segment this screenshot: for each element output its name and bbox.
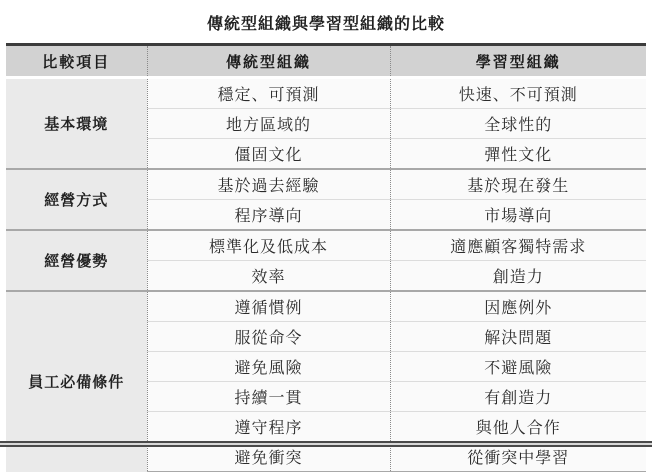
cell-traditional: 效率 [147,261,390,292]
cell-traditional: 標準化及低成本 [147,230,390,261]
cell-traditional: 遵守程序 [147,412,390,442]
cell-learning: 適應顧客獨特需求 [390,230,646,261]
cell-learning: 基於現在發生 [390,169,646,200]
page-title: 傳統型組織與學習型組織的比較 [206,16,445,33]
cell-traditional: 服從命令 [147,322,390,352]
cell-traditional: 穩定、可預測 [147,78,390,109]
cell-traditional: 地方區域的 [147,109,390,139]
cell-traditional: 持續一貫 [147,382,390,412]
table-row [6,78,646,109]
cell-traditional: 基於過去經驗 [147,169,390,200]
category-management-style: 經營方式 [6,169,147,230]
cell-traditional: 遵循慣例 [147,291,390,322]
cell-learning: 彈性文化 [390,139,646,170]
cell-learning: 市場導向 [390,200,646,231]
table-bottom-rule [0,441,652,447]
table-row [6,169,646,200]
header-learning-org: 學習型組織 [390,45,646,78]
comparison-table [6,43,646,472]
cell-learning: 有創造力 [390,382,646,412]
cell-learning: 解決問題 [390,322,646,352]
cell-learning: 從衝突中學習 [390,442,646,472]
cell-learning: 不避風險 [390,352,646,382]
cell-learning: 與他人合作 [390,412,646,442]
header-comparison-item: 比較項目 [6,45,147,78]
cell-traditional: 僵固文化 [147,139,390,170]
cell-traditional: 避免風險 [147,352,390,382]
header-traditional-org: 傳統型組織 [147,45,390,78]
header-row [6,45,646,78]
cell-traditional: 程序導向 [147,200,390,231]
cell-learning: 創造力 [390,261,646,292]
category-management-advantage: 經營優勢 [6,230,147,291]
table-row [6,291,646,322]
cell-learning: 快速、不可預測 [390,78,646,109]
cell-learning: 全球性的 [390,109,646,139]
category-employee-requirements: 員工必備條件 [6,291,147,472]
category-basic-environment: 基本環境 [6,78,147,170]
table-row [6,230,646,261]
cell-traditional: 避免衝突 [147,442,390,472]
cell-learning: 因應例外 [390,291,646,322]
